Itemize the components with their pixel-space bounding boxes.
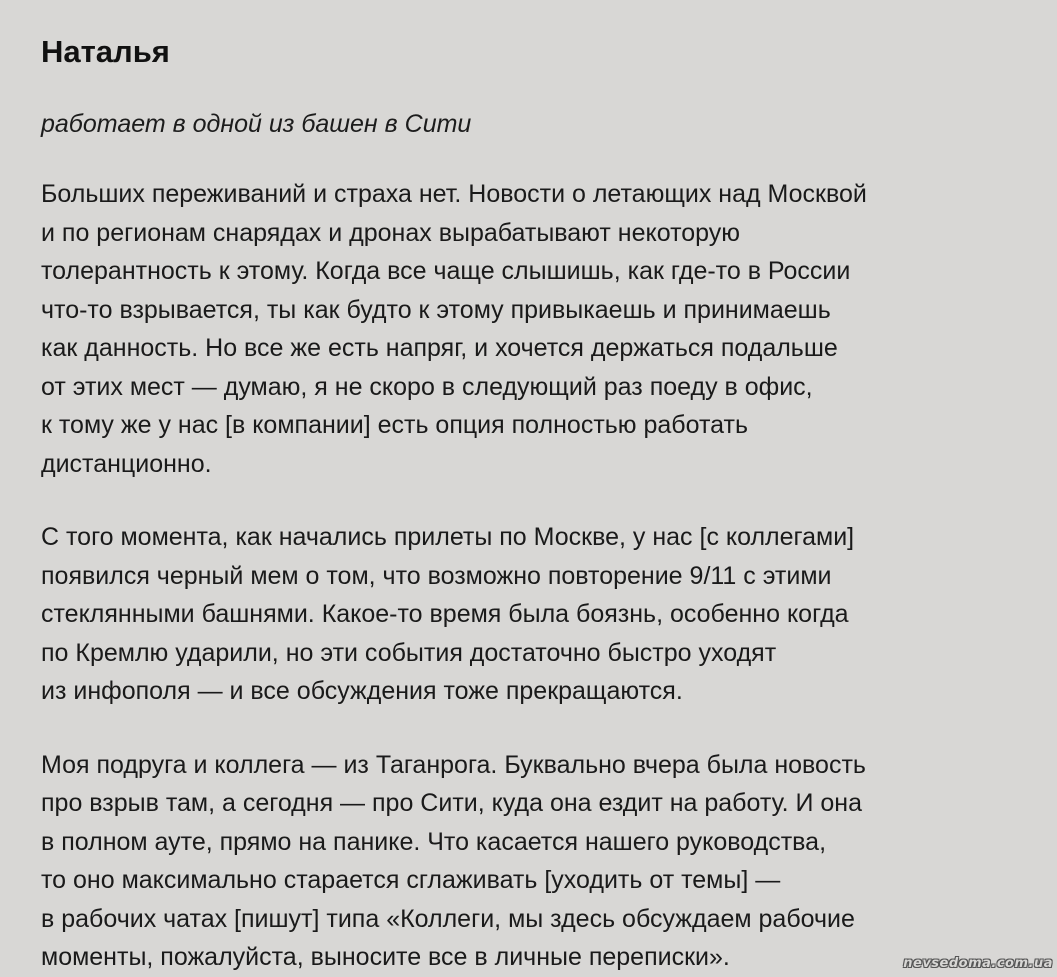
paragraph-line: как данность. Но все же есть напряг, и хочется держаться подальше — [41, 334, 838, 362]
paragraph-line: по Кремлю ударили, но эти события достаточно быстро уходят — [41, 638, 777, 667]
paragraph-line: из инфополя — и все обсуждения тоже прекращаются. — [41, 677, 683, 705]
person-name: Наталья — [41, 34, 170, 69]
paragraph-line: Моя подруга и коллега — из Таганрога. Буквально вчера была новость — [41, 750, 866, 779]
paragraph-line: к тому же у нас [в компании] есть опция полностью работать — [41, 411, 748, 439]
paragraph-line: стеклянными башнями. Какое-то время была боязнь, особенно когда — [41, 600, 849, 628]
person-role: работает в одной из башен в Сити — [41, 110, 472, 138]
paragraph-line: то оно максимально старается сглаживать [уходить от темы] — — [41, 866, 781, 894]
paragraph-2 — [41, 518, 1041, 711]
paragraph-line: появился черный мем о том, что возможно повторение 9/11 с этими — [41, 561, 832, 590]
paragraph-line: про взрыв там, а сегодня — про Сити, куда она ездит на работу. И она — [41, 789, 863, 817]
paragraph-line: что-то взрывается, ты как будто к этому привыкаешь и принимаешь — [41, 295, 831, 324]
article — [41, 28, 1041, 977]
site-watermark: nevsedoma.com.ua — [903, 956, 1053, 971]
paragraph-line: С того момента, как начались прилеты по Москве, у нас [с коллегами] — [41, 523, 855, 551]
paragraph-line: в полном ауте, прямо на панике. Что касается нашего руководства, — [41, 827, 827, 856]
paragraph-line: и по регионам снарядах и дронах вырабатывают некоторую — [41, 218, 741, 247]
paragraph-line: от этих мест — думаю, я не скоро в следующий раз поеду в офис, — [41, 372, 813, 401]
paragraph-line: дистанционно. — [41, 449, 212, 478]
paragraph-1 — [41, 175, 1041, 483]
paragraph-line: в рабочих чатах [пишут] типа «Коллеги, мы здесь обсуждаем рабочие — [41, 904, 855, 933]
paragraph-line: Больших переживаний и страха нет. Новости о летающих над Москвой — [41, 180, 867, 208]
paragraph-line: толерантность к этому. Когда все чаще слышишь, как где-то в России — [41, 257, 851, 285]
paragraph-3 — [41, 746, 1041, 977]
paragraph-line: моменты, пожалуйста, выносите все в личные переписки». — [41, 943, 730, 971]
